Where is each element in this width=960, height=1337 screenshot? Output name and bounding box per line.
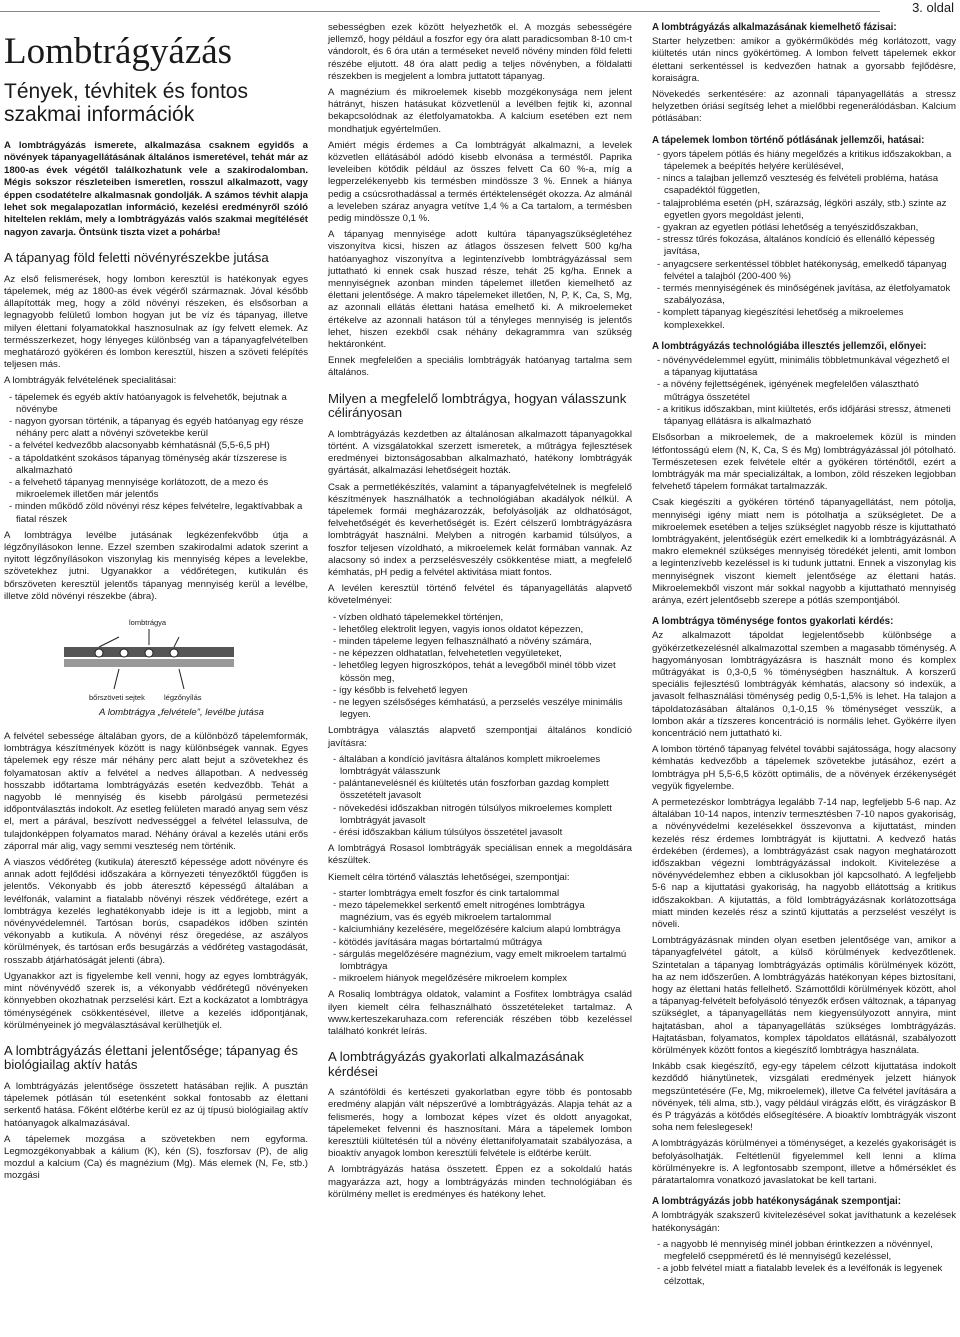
paragraph: A viaszos védőréteg (kutikula) áteresztő képessége adott növényre és annak adott fejlődési időszakára a környezeti tényezőktől függően is jelentős. Vékonyabb és jobb áteresztő képességű általában a levélfonák, valamint a fiatalabb növényi részek védőrétege, ezért a lombtrágya kezelés leghatékonyabb ideje is itt a legjobb, mint a növényvédelemnél. Tartósan borús, csapadékos időben szintén vékonyabb a kutikula. A növényi rész öregedése, az aszályos körülmények, és tartósan erős besugárzás a védőréteg vastagodását, rosszabb átjárhatóságát jelenti (ábra). <box>4 857 308 966</box>
list-item: - anyagcsere serkentéssel többlet hatékonyság, emelkedő tápanyag felvétel a talajból (200-400 %) <box>652 259 956 283</box>
list-item: - a felvehető tápanyag mennyisége korlátozott, de a mezo és mikroelemek illetően már jelentős <box>4 477 308 501</box>
paragraph: A lombtrágyázás körülményei a töménységet, a kezelés gyakoriságét is befolyásolhatják. Feltétlenül figyelemmel kell lenni a klíma körülményekre is. A legfontosabb szempont, illetve a hőmérséklet és páratartalomra vonatkozó javaslatokat be kell tartani. <box>652 1138 956 1187</box>
paragraph: A tápanyag mennyisége adott kultúra tápanyagszükségletéhez viszonyítva kicsi, hiszen az átlagos összesen felvett 500 kg/ha hatóanyaghoz viszonyítva a legintenzívebb lombtrágyázással sem juttatható ki ennek csak huszad része, tehát 25 kg/ha. Ennek a mennyiségnek azonban minden tápelemet illetően kiemelhető az élettani jelentősége. A makro tápelemeket illetően, N, P, K, Ca, S, Mg, az azonnali ellátás élettani hatása emelhető ki. A mikroelemeket értékelve az azonnali hatáson túl a tényleges mennyiség is jelentős lehet, hiszen ezekből csak néhány dekagrammra van szükség hektáronként. <box>328 229 632 351</box>
paragraph: Starter helyzetben: amikor a gyökérműködés még korlátozott, vagy kiültetés után nincs gyökértömeg. A lombon felvett tápelemek ekkor élettani serkentéssel is kedvezően hatnak a gyorsabb fejlődésre, koraiságra. <box>652 36 956 84</box>
bullet-list <box>652 355 956 428</box>
list-item: - mikroelem hiányok megelőzésére mikroelem komplex <box>328 973 632 985</box>
list-item: - a jobb felvétel miatt a fiatalabb levelek és a levélfonák is legyenek célzottak, <box>652 1263 956 1287</box>
paragraph: A permetezéskor lombtrágya legalább 7-14 nap, legfeljebb 5-6 nap. Az általában 10-14 napos, intenzív termesztésben 7-10 napos gyakoriság, a növényvédelmi kezelésekkel összevonva a kijuttatást, minden kezelés rész érdemes lombtrágyát is kijuttatni. A kedvező hatás érdekében (érdemes), a lombtrágyázást csak nagyon meghatározott időszakban végezni lombtrágyázással indokolt. Kivitelezése a növényvédelemhez ebben a ciklusokban jól kapcsolható. A legfeljebb 5-6 nap a kijuttatási gyakoriság, ha nagyobb ellátottság a kritikus időszakokban. A kijutattás, a föld lombtrágyázásnak korlátozottsága miatt minden kezelés rész a szintű kijuttatás a perzselést veszélyt is növeli. <box>652 796 956 931</box>
bullet-list <box>328 754 632 839</box>
paragraph: A felvétel sebessége általában gyors, de a különböző tápelemformák, lombtrágya készítmények között is nagy különbségek vannak. Egyes tápelemek egy része már néhány perc alatt bejut a szövetekhez és folyamatosan aktív a felvétel a nedves állapotban. A nedvesség hosszabb időtartama lombtrágyázás esetén kedvezőbb. Tehát a nagyobb lé mennyiség és kisebb párolgású permetezési időpontválasztás indokolt. Az esetleg felületen maradó anyag sem vész el, mert a párával, beszívott nedvességgel a felvétel lelassulva, de tulajdonképpen folyamatos marad. Néhány órával a kezelés utáni erős záporral már alig, vagy semmi veszteség nem történik. <box>4 731 308 852</box>
list-item: - lehetőleg elektrolit legyen, vagyis ionos oldatot képezzen, <box>328 624 632 636</box>
list-item: - tápelemek és egyéb aktív hatóanyagok is felvehetők, bejutnak a növénybe <box>4 392 308 416</box>
list-item: - a kritikus időszakban, mint kiültetés, erős időjárási stressz, átmeneti tápanyag ellátásra is alkalmazható <box>652 404 956 428</box>
list-item: - nagyon gyorsan történik, a tápanyag és egyéb hatóanyag egy része néhány perc alatt a növényi szövetekbe kerül <box>4 416 308 440</box>
list-item: - így később is felvehető legyen <box>328 685 632 697</box>
subheading: A lombtrágyázás alkalmazásának kiemelhető fázisai: <box>652 22 897 33</box>
paragraph: Az alkalmazott tápoldat legjelentősebb különbsége a gyökérzetkezelésnél alkalmazottal szemben a magasabb töménység. A hagyományosan lombtrágyázásra is használt mono és komplex műtrágyákat is 0,3-0,5 % töménységben használtuk. A korszerű speciális fejlesztésű lombtrágyák kémhatás, alacsony só indexük, a javasolt felhasználási töménység pedig 0,5-1,5% is lehet. Ha talajon a tápoldatozásában általános 0,1-0,15 % töménységet vesszük, a lombon akár a tízszeres koncentráció is normális lehet. Gyökérre ilyen koncentráció nem juttatható ki. <box>652 630 956 739</box>
article-subtitle: Tények, tévhitek és fontos szakmai információk <box>4 80 248 126</box>
header-rule <box>0 11 880 12</box>
list-item: - a növény fejlettségének, igényének megfelelően választható műtrágya összetétel <box>652 379 956 403</box>
page-number: 3. oldal <box>912 0 954 15</box>
figure-label-left: bőrszöveti sejtek <box>89 693 145 703</box>
column-3 <box>652 22 956 1292</box>
column-1 <box>4 22 308 1187</box>
list-item: - stressz tűrés fokozása, általános kondíció és ellenálló képesség javítása, <box>652 234 956 258</box>
paragraph: A levélen keresztül történő felvétel és tápanyagellátás alapvető követelményei: <box>328 583 632 607</box>
list-item: - sárgulás megelőzésére magnézium, vagy emelt mikroelem tartalmú lombtrágya <box>328 949 632 973</box>
list-item: - termés mennyiségének és minőségének javítása, az életfolyamatok szabályozása, <box>652 283 956 307</box>
paragraph: A szántóföldi és kertészeti gyakorlatban egyre több és pontosabb eredmény alapján vált népszerűvé a lombtrágyázás. Alapja tehát az a felismerés, hogy a lombozat képes vízet és oldott anyagokat, tápelemeket felvenni és hasznosítani. Mára a tápelemek lombon keresztüli kiültetésén túl a növény élettanifolyamatait szabályozása, a bioaktív anyagok lombon keresztüli felvétele is előtérbe került. <box>328 1087 632 1160</box>
list-item: - növényvédelemmel együtt, minimális többletmunkával végezhető el a tápanyag kijuttatása <box>652 355 956 379</box>
paragraph: Kiemelt célra történő választás lehetőségei, szempontjai: <box>328 871 570 883</box>
paragraph: Lombtrágya választás alapvető szempontjai általános kondíció javításra: <box>328 725 632 749</box>
paragraph: A Rosaliq lombtrágya oldatok, valamint a Fosfitex lombtrágya család ilyen kiemelt célra felhasználható összetételeket tartalmaz. A www.kerteszekaruhaza.com referenciák részében több kezeléssel található konkrét leírás. <box>328 989 632 1038</box>
bullet-list <box>328 888 632 986</box>
list-item: - a nagyobb lé mennyiség minél jobban érintkezzen a növénnyel, megfelelő cseppméretű és lé mennyiségű kezeléssel, <box>652 1239 956 1263</box>
paragraph: A lombtrágyák felvételének specialitásai: <box>4 375 177 387</box>
list-item: - minden tápeleme legyen felhasználható a növény számára, <box>328 636 632 648</box>
figure-caption: A lombtrágya „felvétele”, levélbe jutása <box>99 707 264 719</box>
lead-paragraph: A lombtrágyázás ismerete, alkalmazása csaknem egyidős a növények tápanyagellátásának általános ismeretével, tehát már az 1800-as évek végétől találkozhatunk vele a szakirodalomban. Mégis sokszor részleteiben ismeretlen, rosszul alkalmazott, vagy éppen csodatételre alkalmasnak gondolják. A számos tévhit alapja lehet sok megalapozatlan információ, kezelési eredményről szóló hiteltelen reklám, mely a lombtrágyázás valós szakmai megítélését nagyon zavarja. Öntsünk tiszta vizet a pohárba! <box>4 140 308 238</box>
paragraph: A lombon történő tápanyag felvétel további sajátossága, hogy alacsony kémhatás kedvezőbb a tápelemek szövetekbe jutásához, ezért a lombtrágya pH 5,5-6,5 között optimális, de a növények érzékenységét vegyük figyelembe. <box>652 744 956 792</box>
paragraph: A lombtrágyázás hatása összetett. Éppen ez a sokoldalú hatás magyarázza azt, hogy a lombtrágyázás minden technológiában és körülmény mellet is eredményes és hatékony lehet. <box>328 1164 632 1200</box>
list-item: - nincs a talajban jellemző veszteség és felvételi probléma, hatása csapadéktól független, <box>652 173 956 197</box>
list-item: - palántanevelésnél és kiültetés után foszforban gazdag komplett összetételt javasolt <box>328 778 632 802</box>
paragraph: A lombtrágyá Rosasol lombtrágyák speciálisan ennek a megoldására készültek. <box>328 843 632 867</box>
subheading: A lombtrágyázás jobb hatékonyságának szempontjai: <box>652 1196 901 1208</box>
list-item: - komplett tápanyag kiegészítési lehetőség a mikroelemes komplexekkel. <box>652 307 956 331</box>
paragraph: A lombtrágyák szakszerű kivitelezésével sokat javíthatunk a kezelések hatékonyságán: <box>652 1210 956 1234</box>
bullet-list <box>652 1239 956 1288</box>
section-heading: Milyen a megfelelő lombtrágya, hogyan válasszunk célirányosan <box>328 390 627 421</box>
subheading: A tápelemek lombon történő pótlásának jellemzői, hatásai: <box>652 134 925 146</box>
list-item: - gyors tápelem pótlás és hiány megelőzés a kritikus időszakokban, a tápelemek a beépítés helyére kerülésével, <box>652 149 956 173</box>
list-item: - talajprobléma esetén (pH, szárazság, légköri aszály, stb.) szinte az egyetlen gyors megoldást jelenti, <box>652 198 956 222</box>
list-item: - érési időszakban kálium túlsúlyos összetétel javasolt <box>328 827 632 839</box>
list-item: - ne legyen szélsőséges kémhatású, a perzselés veszélye minimális legyen. <box>328 697 632 721</box>
paragraph: Ennek megfelelően a speciális lombtrágyák hatóanyag tartalma sem általános. <box>328 355 632 379</box>
paragraph: A lombtrágyázás jelentősége összetett hatásában rejlik. A pusztán tápelemek pótlásán túl esetenként sokkal fontosabb az élettani serkentő hatása. Főként előtérbe kerül ez az új típusú biológiailag aktív hatóanyagok alkalmazásával. <box>4 1080 308 1129</box>
list-item: - ne képezzen oldhatatlan, felvehetetlen vegyületeket, <box>328 648 632 660</box>
page-header <box>0 0 960 14</box>
section-heading: A lombtrágyázás élettani jelentősége; tápanyag és biológiailag aktív hatás <box>4 1042 298 1073</box>
paragraph: Lombtrágyázásnak minden olyan esetben jelentősége van, amikor a tápanyagfelvétel gátolt, a külső körülmények kedvezőtlenek. Szintetalan a tápanyag lombtrágyázás optimális körülmények között, ha az nem időszerűen. A lombtrágyázás hatékonyan képes biztosítani, hogy az élettani hatás fellelhető. Számottőldi körülmények között, ahol a tápanyag-felvételt befolyásoló tényezők erősen változnak, a tápanyag szükséglet, a tápanyagellátás nem kiegyensúlyozott annyira, mint hajtatásban, ahol a tápanyagellátás szükséges lombtrágyázás. Hajtatásban, folyamatos, komplex tápoldatos ellátásnál, szabályozott körülmények között fontos a kiegészítő lombtrágya használata. <box>652 935 957 1057</box>
list-item: - gyakran az egyetlen pótlási lehetőség a tenyészidőszakban, <box>652 222 956 234</box>
paragraph: Elsősorban a mikroelemek, de a makroelemek közül is minden létfontosságú elem (N, K, Ca, S és Mg) lombtrágyázással jól pótolható. Természetesen ezek felvétele eltér a gyökéren történőtől, ezért a lombtrágyák ma már specializáltak, a lombon, zöld részeken legjobban felvehető tápelem formákat tartalmazzák. <box>652 432 956 493</box>
bullet-list <box>4 392 308 526</box>
list-item: - mezo tápelemekkel serkentő emelt nitrogénes lombtrágya magnézium, vas és egyéb mikroelem tartalommal <box>328 900 632 924</box>
list-item: - általában a kondíció javításra általános komplett mikroelemes lombtrágyát válasszunk <box>328 754 632 778</box>
paragraph: Csak kiegészíti a gyökéren történő tápanyagellátást, nem pótolja, mennyiségi igény miatt nem is pótolhatja a szükségletet. De a mikroelemek esetében a teljes szükséglet nagyobb része is kijuttatható lombtrágyaként, jelentőségük ezért emelkedik ki a lombtrágyázásnál. A makro elemeknél szükséges mennyiség töredékét jelenti, amit lombon a legintenzívebb kezeléssel is ki tudunk juttatni. Ennek a viszonylag kis mennyiségnek viszont kiemelt jelentősége az élettani hatás. Mikroelemekből viszont már sokkal nagyobb a kijuttatható mennyiség aránya, ezért jelentősebb szerepe a pótlás szempontjából. <box>652 497 956 606</box>
paragraph: A tápelemek mozgása a szövetekben nem egyforma. Legmozgékonyabbak a kálium (K), kén (S), foszforsav (P), de alig mozdul a kalcium (Ca) és magnézium (Mg). Más elemek (N, Fe, stb.) mozgási <box>4 1133 308 1182</box>
figure-label-top: lombtrágya <box>129 618 167 628</box>
list-item: - a tápoldatként szokásos tápanyag töménység akár tízszerese is alkalmazható <box>4 453 308 477</box>
paragraph: Amiért mégis érdemes a Ca lombtrágyát alkalmazni, a levelek közvetlen ellátásából adódó kisebb elvonása a terméstől. Paprika leveleiben kötődik például az összes felvett Ca 60 %-a, míg a legperzelékenyebb kis termésben mindössze 3 %. Ennek a hiánya pedig a csúcsrothadással a termés értéktelenségét okozza. Az almánál a leveleben száraz anyagra vetítve 1,4 % a Ca tartalom, a termésben pedig mindössze 0,1 %. <box>328 139 632 225</box>
list-item: - minden működő zöld növényi rész képes felvételre, legaktívabbak a fiatal részek <box>4 501 308 525</box>
section-heading: A tápanyag föld feletti növényrészekbe jutása <box>4 250 269 266</box>
paragraph: Csak a permetlékészítés, valamint a tápanyagfelvételnek is megfelelő készítmények használhatók a technológiában akadályok nélkül. A tápelemek formái megházarozzák, befolyásolják az oldhatóságot, felvehetőségét és keverhetőségét is. Ezért célszerű lombtrágyázásra lombtrágyát használni. Melyben a nitrogén karbamid túlsúlyos, a foszfor teljesen vízoldható, a mikroelemek kelát formában vannak. Az alacsony só index a perzselésveszély csökkentése miatt, a megfelelő kémhatás, pH pedig a felvétel aktivitása miatt fontos. <box>328 481 632 578</box>
list-item: - kalciumhiány kezelésére, megelőzésére kalcium alapú lombtrágya <box>328 924 632 936</box>
paragraph: Az első felismerések, hogy lombon keresztül is hatékonyak egyes tápelemek, még az 1800-as évek végéről származnak. Jóval később állapították meg, hogy a zöld növényi részeken, és elsősorban a legnagyobb felületű lombon hogyan jut be víz és tápanyag, illetve milyen élettani folyamatokkal hasznosulnak az így felvett elemek. Az termésszerkezet, hogy lényeges különbség van a tápanyagfelvételben meghatározó gyökéren és lombon keresztül, hiszen a szöveti felépítés teljesen más. <box>4 273 308 371</box>
list-item: - lehetőleg legyen higroszkópos, tehát a levegőből minél több vizet kössön meg, <box>328 660 632 684</box>
list-item: - kötödés javítására magas bórtartalmú műtrágya <box>328 937 632 949</box>
paragraph: A lombtrágya levélbe jutásának legkézenfekvőbb útja a légzőnyílásokon lenne. Ezzel szemben szakirodalmi adatok szerint a nyitott légzőnyílásokon viszonylag kis mennyiség képes a levelekbe, szövetekhez jutni. Ugyanakkor a védőrétegen, kutikulán és bőrszöveten keresztül jelentős tápanyag mennyiség kerül a levélbe, illetve zöld növényi részekbe (ábra). <box>4 529 308 602</box>
paragraph: Ugyanakkor azt is figyelembe kell venni, hogy az egyes lombtrágyák, mint növényvédő szerek is, a vékonyabb védőrétegű növényeken könnyebben okozhatnak perzselési kárt. Ezt a kockázatot a lombtrágya töménységének csökkentésével, illetve a kezelés időpontjának, körülményeinek jó megválasztásával kerülhetjük el. <box>4 970 308 1031</box>
bullet-list <box>652 149 956 332</box>
bullet-list <box>328 612 632 722</box>
paragraph: Növekedés serkentésére: az azonnali tápanyagellátás a stressz helyzetben óriási segítség lehet a mielőbbi regenerálódásban. Kalcium pótlásában: <box>652 89 956 125</box>
subheading: A lombtrágya töménysége fontos gyakorlati kérdés: <box>652 616 894 628</box>
list-item: - növekedési időszakban nitrogén túlsúlyos mikroelemes komplett lombtrágyát javasolt <box>328 803 632 827</box>
list-item: - starter lombtrágya emelt foszfor és cink tartalommal <box>328 888 632 900</box>
leaf-uptake-figure <box>4 607 308 725</box>
paragraph: A magnézium és mikroelemek kisebb mozgékonysága nem jelent hátrányt, hiszen hatásukat közvetlenül a levélben fejtik ki, azonnal bekapcsolódnak az életfolyamatokba. A kalcium esetében ezt nem mondhatjuk egyértelműen. <box>328 87 632 135</box>
figure-label-right: légzőnyílás <box>164 693 202 703</box>
list-item: - a felvétel kedvezőbb alacsonyabb kémhatásnál (5,5-6,5 pH) <box>4 440 308 452</box>
section-heading: A lombtrágyázás gyakorlati alkalmazásának kérdései <box>328 1049 584 1079</box>
paragraph: sebességben ezek között helyezhetők el. A mozgás sebességére jellemző, hogy például a foszfor egy óra alatt paradicsomban 8-10 cm-t vándorolt, és 6 óra után a terméseket nevelő növény minden föld feletti részébe eljutott. 48 óra alatt pedig a teljes növényben, a földalatti részekben is megjelent a lombra juttatott tápanyag. <box>328 22 632 82</box>
list-item: - vízben oldható tápelemekkel történjen, <box>328 612 632 624</box>
article-title: Lombtrágyázás <box>4 31 233 72</box>
subheading: A lombtrágyázás technológiába illesztés jellemzői, előnyei: <box>652 340 927 352</box>
paragraph: A lombtrágyázás kezdetben az általánosan alkalmazott tápanyagokkal történt. A vizsgálatokkal szerzett ismeretek, a műtrágya fejlesztések eredményei biztonságosabban alkalmazható, hatékony lombtrágyák gyártását, alkalmazási lehetőségeit hozták. <box>328 428 632 477</box>
column-2 <box>328 22 632 1205</box>
paragraph: Inkább csak kiegészítő, egy-egy tápelem célzott kijuttatása indokolt kezdődő hiánytünetek, vizsgálati eredmények jelzett hiányok megszüntetésére (Fe, Mg, mikroelemek), illetve Ca felvétel javítására a növények, téli alma, stb.), vagy például virágzás előtt, és virágzáskor B és P trágyázás a kötődés elősegítésére. A bioaktív lombtrágyák viszont soha nem feleslegesek! <box>652 1061 956 1134</box>
